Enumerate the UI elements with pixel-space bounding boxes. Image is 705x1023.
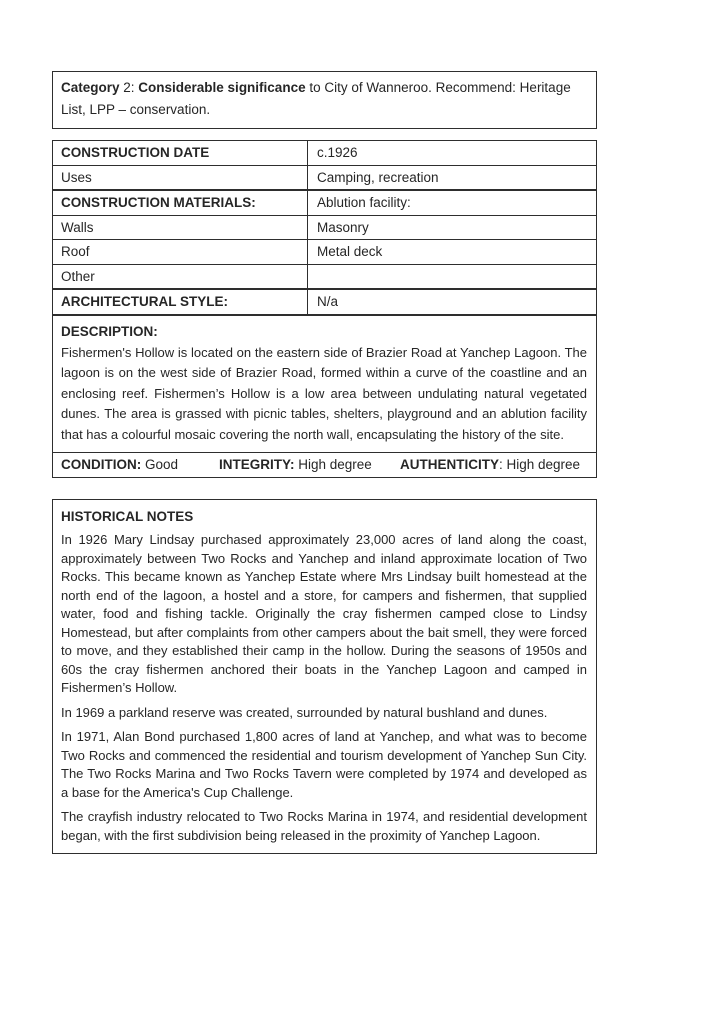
row-value: N/a	[317, 294, 339, 310]
historical-paragraph: In 1971, Alan Bond purchased 1,800 acres of land at Yanchep, and what was to become Two Rocks and commenced the residential and tourism development of Yanchep Sun City. The Two Rocks Marina and Two Rocks Tavern were completed by 1974 and developed as a base for the America's Cup Challenge.	[61, 729, 587, 800]
row-label: ARCHITECTURAL STYLE:	[53, 290, 308, 314]
historical-paragraph: In 1969 a parkland reserve was created, surrounded by natural bushland and dunes.	[61, 704, 548, 720]
assessment-item	[219, 457, 400, 472]
details-rows	[53, 141, 596, 314]
category-label: Category	[61, 80, 120, 95]
historical-paragraph: The crayfish industry relocated to Two Rocks Marina in 1974, and residential development began, with the first subdivision being released in the proximity of Yanchep Lagoon.	[61, 809, 587, 843]
assessment-label: AUTHENTICITY	[400, 457, 499, 473]
row-label: Roof	[53, 240, 308, 264]
row-label: Walls	[53, 216, 308, 240]
details-table	[52, 140, 597, 478]
assessment-value: High degree	[294, 457, 372, 473]
category-recommendation: to City of Wanneroo. Recommend: Heritage List, LPP – conservation.	[61, 80, 571, 117]
row-value: c.1926	[317, 145, 358, 161]
assessment-row	[53, 452, 596, 477]
description-section	[53, 314, 596, 453]
category-significance: Considerable significance	[138, 80, 306, 95]
row-value	[308, 265, 596, 289]
row-value: Ablution facility:	[317, 195, 411, 211]
assessment-item	[61, 457, 219, 472]
historical-notes-box	[52, 499, 597, 854]
assessment-item	[400, 457, 580, 472]
historical-paragraph: In 1926 Mary Lindsay purchased approximately 23,000 acres of land along the coast, approximately between Two Rocks and Yanchep and inland approximate location of Two Rocks. This became known as Yanchep Estate where Mrs Lindsay built homestead at the north end of the lagoon, a hostel and a store, for campers and fishermen, that supplied water, food and fishing tackle. Originally the cray fishermen camped close to Lindsy Homestead, but after complaints from other campers about the bait smell, they were forced to move, and they established their camp in the hollow. During the seasons of 1950s and 60s the cray fishermen anchored their boats in the Yanchep Lagoon and camped in Fishermen’s Hollow.	[61, 532, 587, 695]
row-value: Camping, recreation	[317, 169, 439, 185]
assessment-value: : High degree	[499, 457, 581, 473]
row-label: CONSTRUCTION DATE	[53, 141, 308, 165]
table-row	[53, 165, 596, 190]
historical-notes-heading: HISTORICAL NOTES	[61, 509, 194, 524]
row-label: Uses	[53, 166, 308, 190]
table-row	[53, 288, 596, 314]
row-label: CONSTRUCTION MATERIALS:	[53, 191, 308, 215]
row-value: Metal deck	[317, 244, 383, 260]
table-row	[53, 239, 596, 264]
historical-notes-body	[61, 531, 587, 845]
assessment-value: Good	[141, 457, 179, 473]
category-number: 2:	[119, 80, 139, 95]
assessment-label: CONDITION:	[61, 457, 142, 473]
description-heading: DESCRIPTION:	[61, 323, 158, 339]
table-row	[53, 141, 596, 165]
table-row	[53, 189, 596, 215]
table-row	[53, 215, 596, 240]
row-label: Other	[53, 265, 308, 289]
category-box	[52, 71, 597, 129]
table-row	[53, 264, 596, 289]
assessment-label: INTEGRITY:	[219, 457, 295, 473]
description-body: Fishermen's Hollow is located on the eastern side of Brazier Road at Yanchep Lagoon. The lagoon is on the west side of Brazier Road, formed within a curve of the coastline and an enclosing reef. Fishermen’s Hollow is a low area between undulating natural vegetated dunes. The area is grassed with picnic tables, shelters, playground and an ablution facility that has a colourful mosaic covering the north wall, encapsulating the history of the site.	[61, 344, 587, 442]
row-value: Masonry	[317, 219, 369, 235]
